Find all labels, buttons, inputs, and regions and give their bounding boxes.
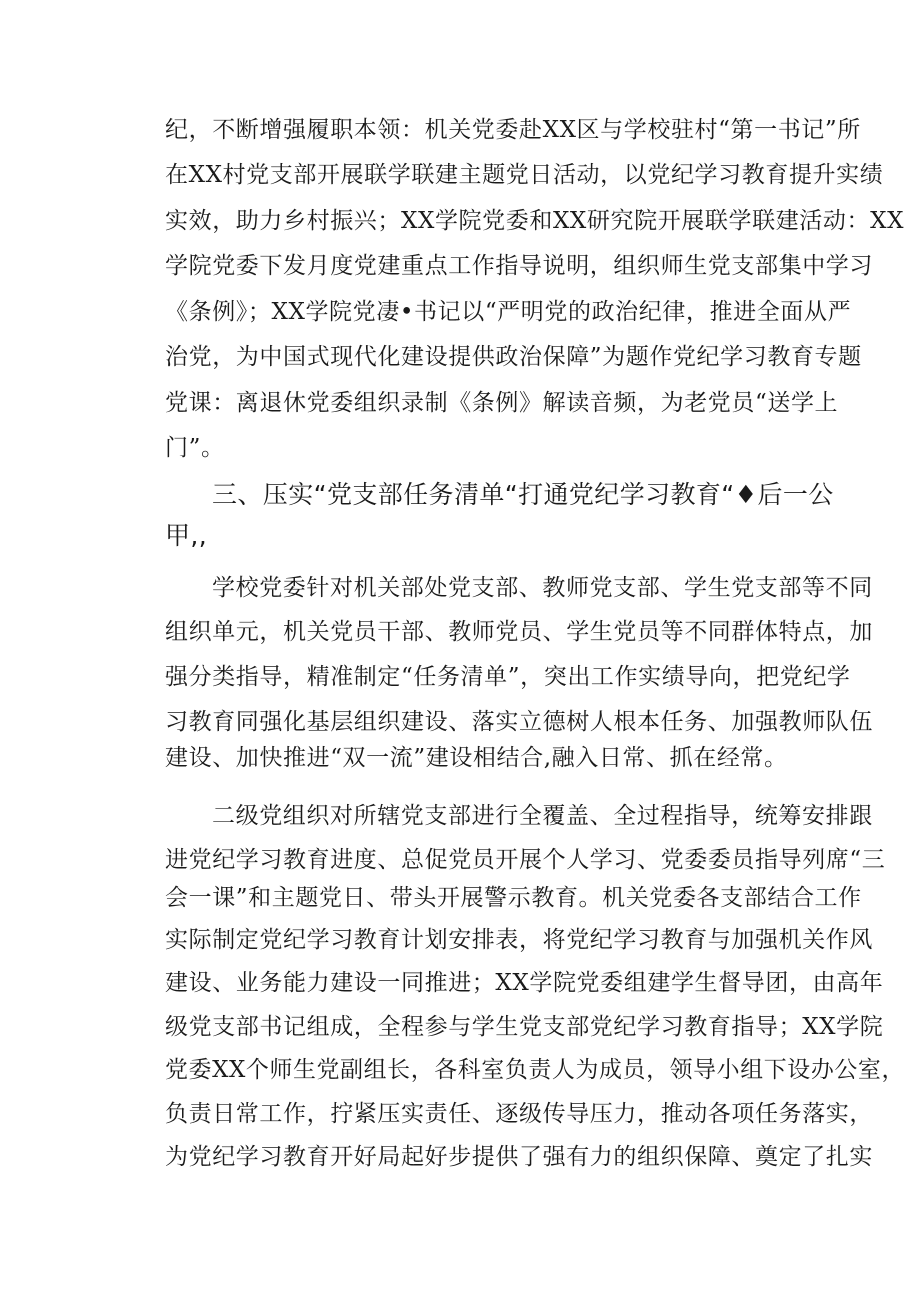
text-line: 治党，为中国式现代化建设提供政治保障”为题作党纪学习教育专题 bbox=[165, 344, 862, 370]
text-line: 学校党委针对机关部处党支部、教师党支部、学生党支部等不同 bbox=[212, 575, 873, 601]
text-line: 会一课”和主题党日、带头开展警示教育。机关党委各支部结合工作 bbox=[165, 885, 862, 911]
text-line: 强分类指导，精准制定“任务清单”，突出工作实绩导向，把党纪学 bbox=[165, 664, 851, 690]
text-line: 学院党委下发月度党建重点工作指导说明，组织师生党支部集中学习 bbox=[165, 253, 873, 279]
text-line: 级党支部书记组成，全程参与学生党支部党纪学习教育指导；XX学院 bbox=[165, 1014, 884, 1040]
text-line: 为党纪学习教育开好局起好步提供了强有力的组织保障、奠定了扎实 bbox=[165, 1144, 873, 1170]
text-line: 负责日常工作，拧紧压实责任、逐级传导压力，推动各项任务落实， bbox=[165, 1101, 873, 1127]
text-line: 习教育同强化基层组织建设、落实立德树人根本任务、加强教师队伍 bbox=[165, 709, 873, 735]
text-line: 党委XX个师生党副组长，各科室负责人为成员，领导小组下设办公室， bbox=[165, 1057, 905, 1083]
text-line: 实际制定党纪学习教育计划安排表，将党纪学习教育与加强机关作风 bbox=[165, 927, 873, 953]
text-line: 二级党组织对所辖党支部进行全覆盖、全过程指导，统筹安排跟 bbox=[212, 803, 873, 829]
text-line: 在XX村党支部开展联学联建主题党日活动，以党纪学习教育提升实绩 bbox=[165, 162, 884, 188]
text-line: 党课：离退休党委组织录制《条例》解读音频，为老党员“送学上 bbox=[165, 390, 839, 416]
text-line: 纪，不断增强履职本领：机关党委赴XX区与学校驻村“第一书记”所 bbox=[165, 117, 861, 143]
text-line: 建设、业务能力建设一同推进；XX学院党委组建学生督导团，由高年 bbox=[165, 970, 884, 996]
heading-line: 甲,, bbox=[165, 521, 208, 550]
text-line: 组织单元，机关党员干部、教师党员、学生党员等不同群体特点，加 bbox=[165, 619, 873, 645]
text-line: 建设、加快推进“双一流”建设相结合,融入日常、抓在经常。 bbox=[165, 745, 788, 771]
text-line: 门”。 bbox=[165, 435, 225, 461]
text-line: 进党纪学习教育进度、总促党员开展个人学习、党委委员指导列席“三 bbox=[165, 847, 886, 873]
text-line: 实效，助力乡村振兴；XX学院党委和XX研究院开展联学联建活动：XX bbox=[165, 208, 905, 234]
heading-line: 三、压实“党支部任务清单“打通党纪学习教育“♦后一公 bbox=[212, 480, 834, 509]
text-line: 《条例》；XX学院党凄•书记以“严明党的政治纪律，推进全面从严 bbox=[165, 299, 852, 325]
